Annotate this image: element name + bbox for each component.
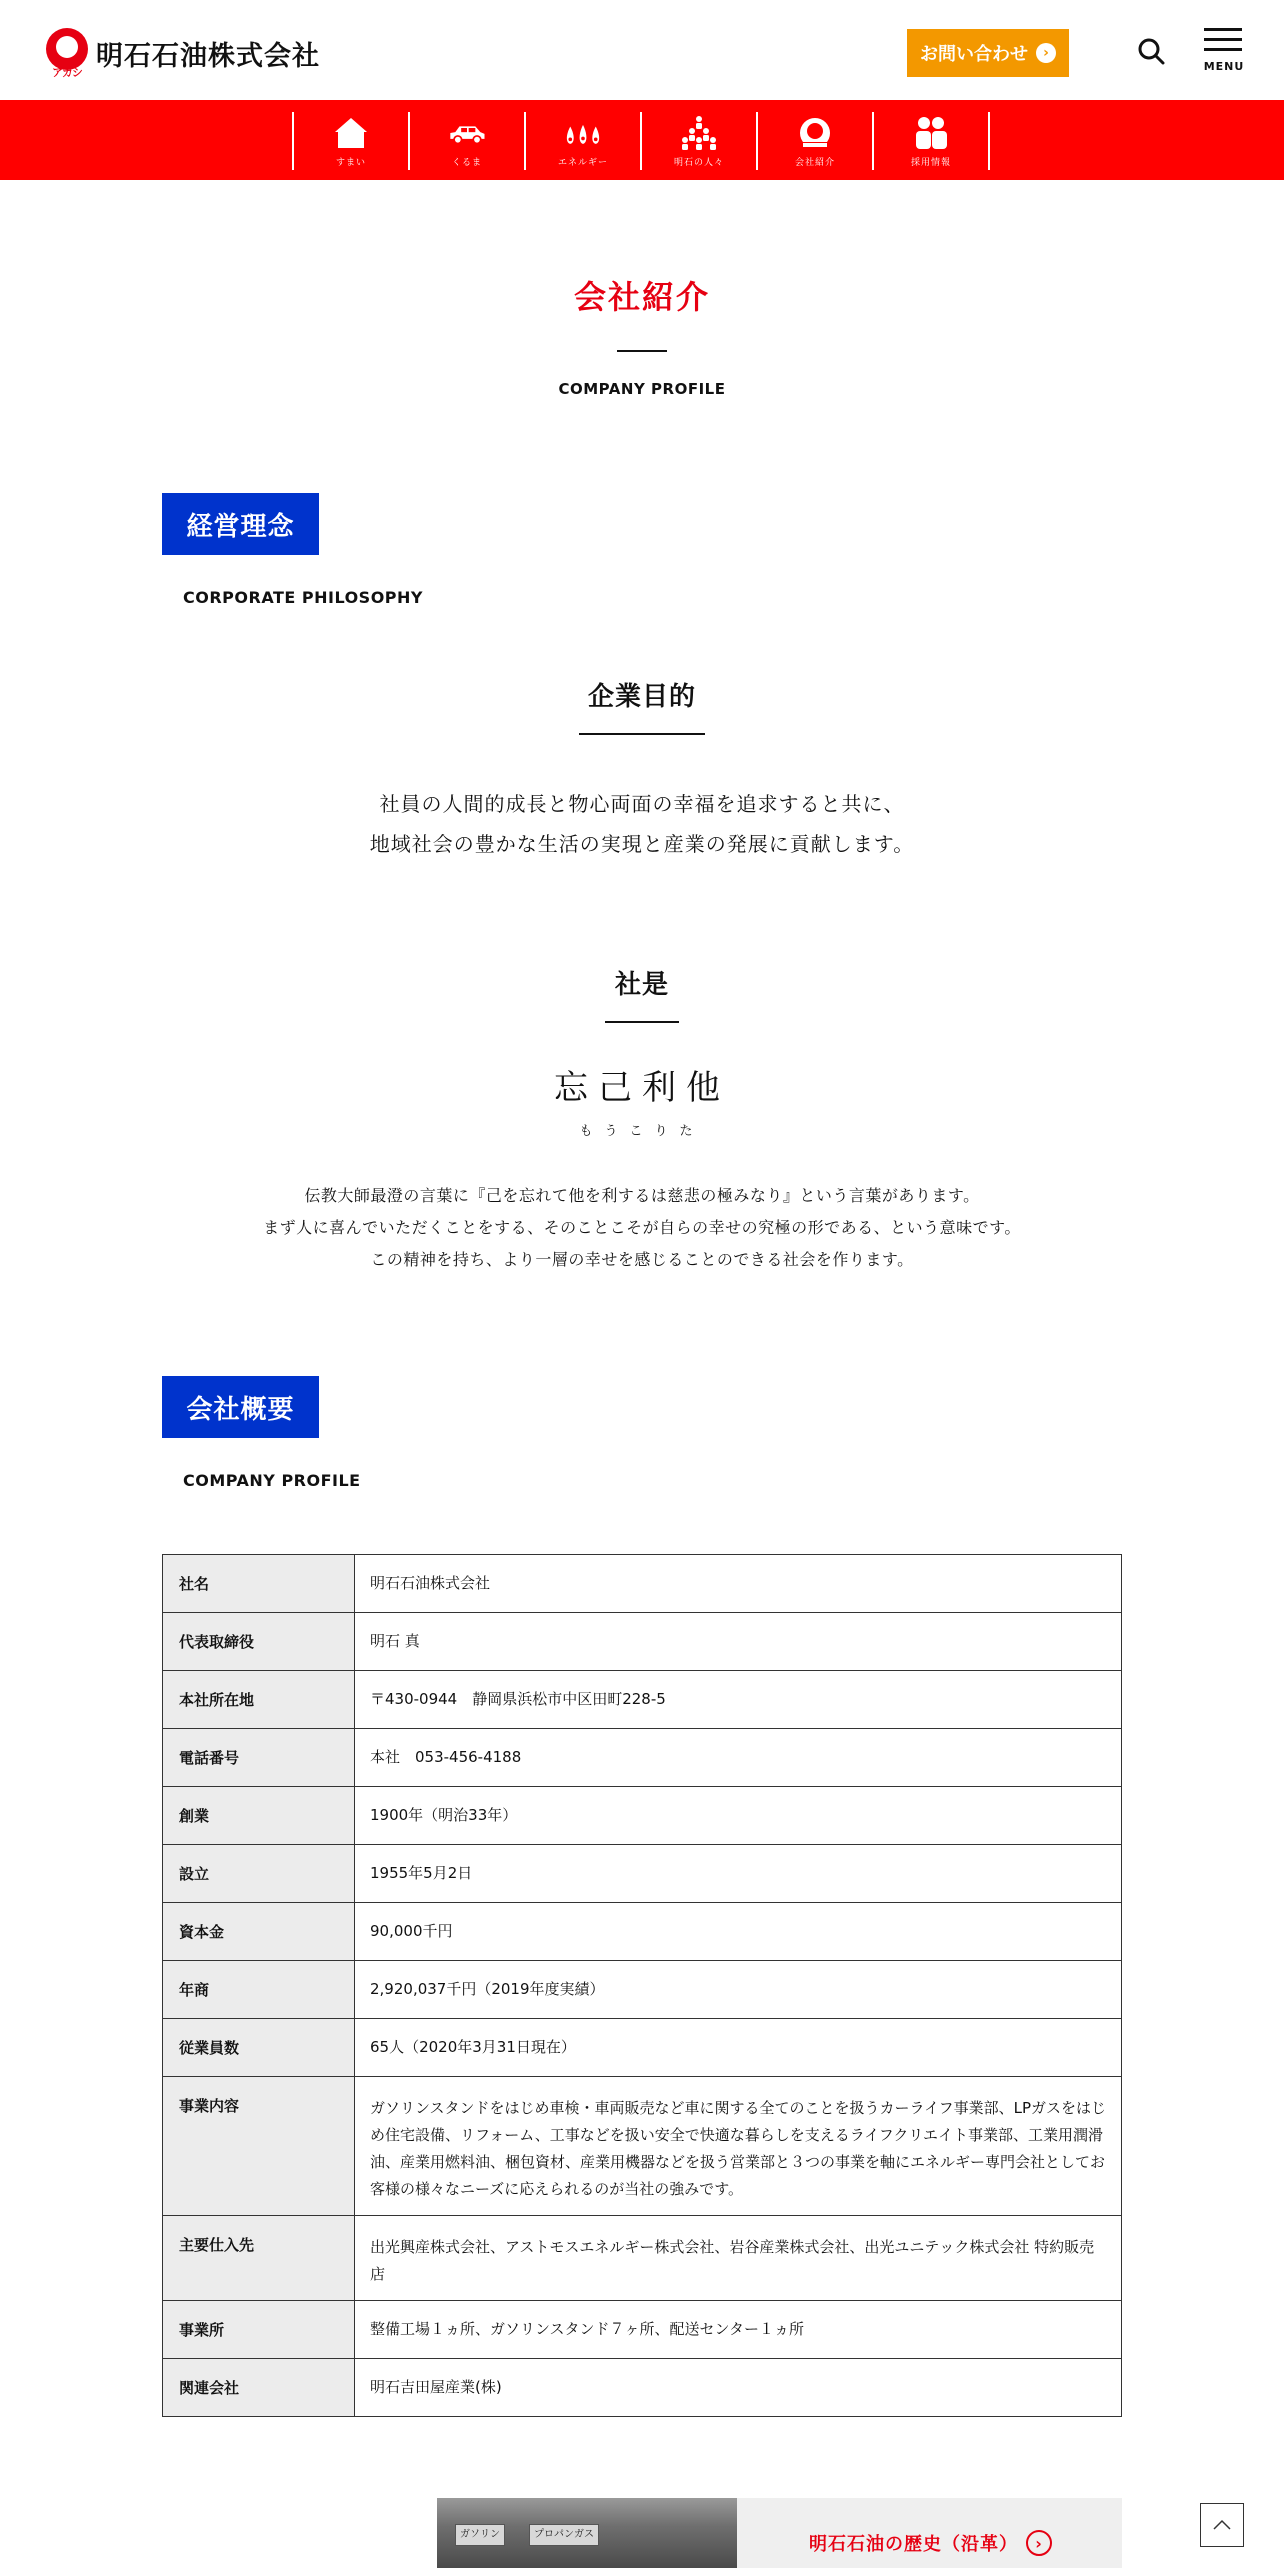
row-label: 設立 xyxy=(163,1845,355,1903)
row-label: 従業員数 xyxy=(163,2019,355,2077)
row-value: ガソリンスタンドをはじめ車検・車両販売など車に関する全てのことを扱うカーライフ事業部、LPガスをはじめ住宅設備、リフォーム、工事などを扱い安全で快適な暮らしを支えるライフクリエイト事業部、工業用潤滑油、産業用燃料油、梱包資材、産業用機器などを扱う営業部と３つの事業を軸にエネルギー専門会社としてお客様の様々なニーズに応えられるのが当社の強みです。 xyxy=(355,2077,1122,2216)
logo-text: 明石石油株式会社 xyxy=(96,40,320,72)
hamburger-icon xyxy=(1204,28,1242,31)
table-row xyxy=(163,1961,1122,2019)
purpose-line: 地域社会の豊かな生活の実現と産業の発展に貢献します。 xyxy=(369,832,915,856)
history-photo xyxy=(437,2498,737,2568)
row-label: 年商 xyxy=(163,1961,355,2019)
row-value: 1900年（明治33年） xyxy=(355,1787,1122,1845)
page-title: 会社紹介 xyxy=(573,278,710,316)
nav-item-recruit[interactable] xyxy=(874,112,990,170)
motto-line: まず人に喜んでいただくことをする、そのことこそが自らの幸せの究極の形である、という意味です。 xyxy=(263,1218,1021,1237)
row-label: 創業 xyxy=(163,1787,355,1845)
row-label: 資本金 xyxy=(163,1903,355,1961)
history-banner[interactable] xyxy=(437,2498,1122,2568)
table-row xyxy=(163,1729,1122,1787)
contact-button[interactable] xyxy=(907,29,1069,77)
recruit-icon xyxy=(911,116,951,150)
logo-mark xyxy=(44,28,90,78)
table-row xyxy=(163,1787,1122,1845)
purpose-divider xyxy=(579,733,705,735)
nav-label: すまい xyxy=(335,158,366,168)
section-heading-overview: 会社概要 xyxy=(162,1376,319,1438)
table-row xyxy=(163,2359,1122,2417)
row-label: 事業所 xyxy=(163,2301,355,2359)
history-label: 明石石油の歴史（沿革） xyxy=(809,2534,1018,2555)
nav-label: エネルギー xyxy=(557,158,608,168)
nav-label: 採用情報 xyxy=(910,158,951,168)
row-value: 整備工場１ヵ所、ガソリンスタンド７ヶ所、配送センター１ヵ所 xyxy=(355,2301,1122,2359)
company-logo-icon xyxy=(795,116,835,150)
motto-title: 社是 xyxy=(614,970,669,1000)
circle-arrow-right-icon: › xyxy=(1026,2530,1052,2556)
motto-divider xyxy=(605,1021,679,1023)
motto-description xyxy=(0,1180,1284,1276)
motto-line: この精神を持ち、より一層の幸せを感じることのできる社会を作ります。 xyxy=(370,1250,914,1269)
site-header xyxy=(0,0,1284,100)
row-value: 本社 053-456-4188 xyxy=(355,1729,1122,1787)
search-icon[interactable] xyxy=(1137,37,1165,65)
company-profile-table xyxy=(162,1554,1122,2417)
row-label: 本社所在地 xyxy=(163,1671,355,1729)
section-heading-philosophy: 経営理念 xyxy=(162,493,319,555)
section-subheading-philosophy: CORPORATE PHILOSOPHY xyxy=(183,588,423,607)
purpose-line: 社員の人間的成長と物心両面の幸福を追求すると共に、 xyxy=(379,792,905,816)
site-logo[interactable] xyxy=(44,28,320,78)
nav-item-people[interactable] xyxy=(642,112,758,170)
motto-reading: もうこりた xyxy=(579,1124,705,1139)
photo-sign: ガソリン xyxy=(455,2524,505,2546)
row-value: 1955年5月2日 xyxy=(355,1845,1122,1903)
purpose-text xyxy=(0,784,1284,864)
row-value: 明石 真 xyxy=(355,1613,1122,1671)
global-nav xyxy=(0,100,1284,180)
nav-label: 会社紹介 xyxy=(794,158,835,168)
table-row xyxy=(163,2216,1122,2301)
row-value: 明石石油株式会社 xyxy=(355,1555,1122,1613)
row-label: 事業内容 xyxy=(163,2077,355,2216)
house-icon xyxy=(331,116,371,150)
people-icon xyxy=(679,116,719,150)
table-row xyxy=(163,1613,1122,1671)
table-row xyxy=(163,2019,1122,2077)
motto-line: 伝教大師最澄の言葉に『己を忘れて他を利するは慈悲の極みなり』という言葉があります。 xyxy=(304,1186,980,1205)
nav-item-kuruma[interactable] xyxy=(410,112,526,170)
row-label: 主要仕入先 xyxy=(163,2216,355,2301)
row-label: 代表取締役 xyxy=(163,1613,355,1671)
car-icon xyxy=(447,116,487,150)
motto: 忘己利他 xyxy=(554,1068,730,1108)
nav-item-sumai[interactable] xyxy=(294,112,410,170)
purpose-title: 企業目的 xyxy=(587,682,696,712)
table-row xyxy=(163,2077,1122,2216)
row-value: 〒430-0944 静岡県浜松市中区田町228-5 xyxy=(355,1671,1122,1729)
nav-label: 明石の人々 xyxy=(673,158,724,168)
table-row xyxy=(163,1845,1122,1903)
nav-label: くるま xyxy=(451,158,482,168)
section-subheading-overview: COMPANY PROFILE xyxy=(183,1471,361,1490)
table-row xyxy=(163,2301,1122,2359)
flame-icon xyxy=(563,116,603,150)
table-row xyxy=(163,1903,1122,1961)
nav-item-company[interactable] xyxy=(758,112,874,170)
row-value: 65人（2020年3月31日現在） xyxy=(355,2019,1122,2077)
row-value: 明石吉田屋産業(株) xyxy=(355,2359,1122,2417)
table-row xyxy=(163,1555,1122,1613)
nav-item-energy[interactable] xyxy=(526,112,642,170)
photo-sign: プロパンガス xyxy=(529,2524,599,2546)
chevron-right-icon: › xyxy=(1036,43,1056,63)
back-to-top-button[interactable] xyxy=(1200,2503,1244,2547)
table-row xyxy=(163,1671,1122,1729)
menu-label: MENU xyxy=(1203,60,1245,73)
row-label: 関連会社 xyxy=(163,2359,355,2417)
row-label: 社名 xyxy=(163,1555,355,1613)
menu-button[interactable] xyxy=(1202,28,1246,74)
row-value: 出光興産株式会社、アストモスエネルギー株式会社、岩谷産業株式会社、出光ユニテック株式会社 特約販売店 xyxy=(355,2216,1122,2301)
logo-kana: アカシ xyxy=(52,66,82,79)
contact-label: お問い合わせ xyxy=(920,44,1028,65)
row-value: 2,920,037千円（2019年度実績） xyxy=(355,1961,1122,2019)
row-value: 90,000千円 xyxy=(355,1903,1122,1961)
row-label: 電話番号 xyxy=(163,1729,355,1787)
history-link[interactable] xyxy=(809,2530,1052,2556)
title-divider xyxy=(617,350,667,352)
page-subtitle: COMPANY PROFILE xyxy=(558,380,726,398)
chevron-up-icon xyxy=(1212,2519,1232,2531)
